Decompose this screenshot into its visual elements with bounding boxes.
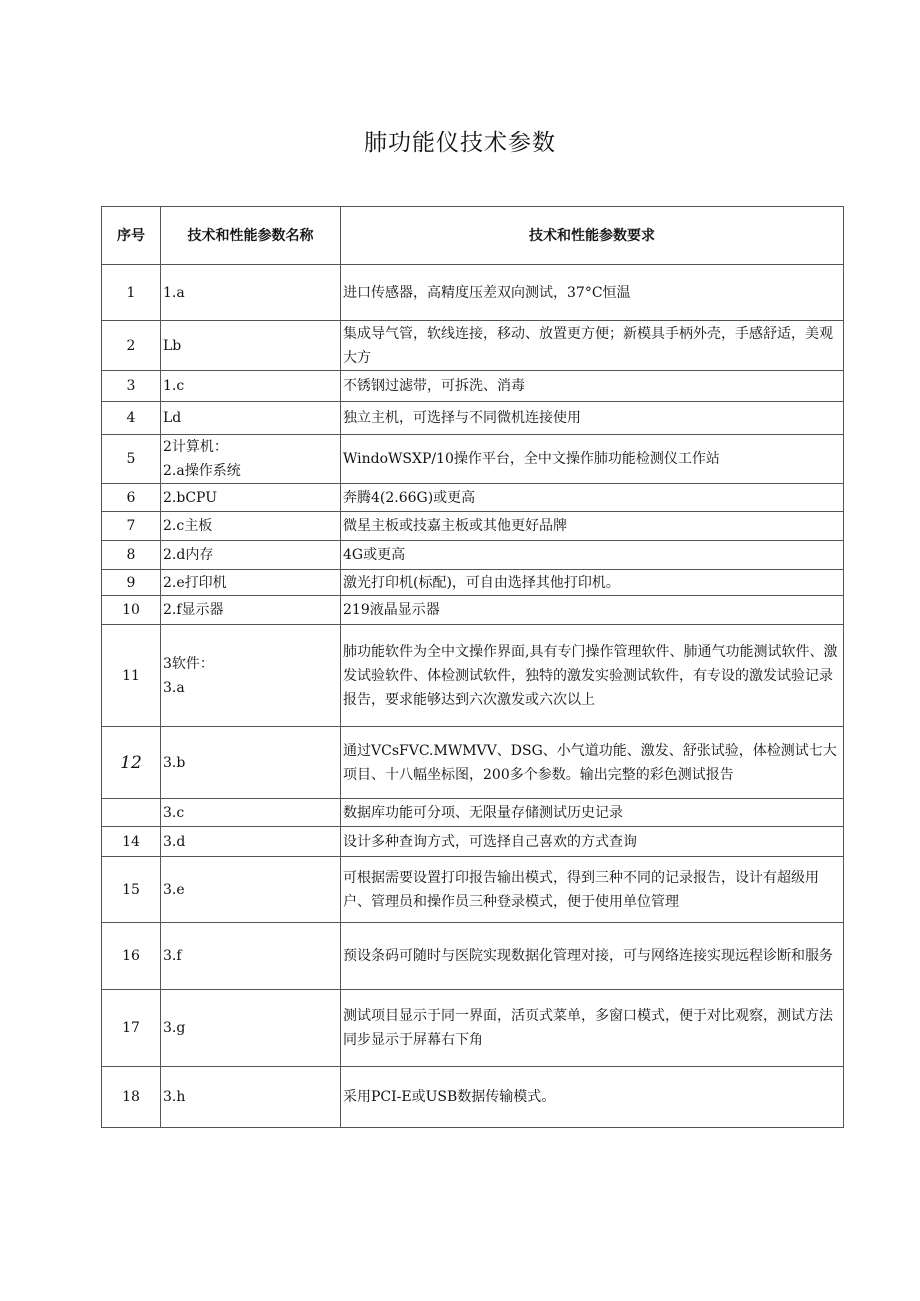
cell-param-name: [161, 799, 341, 827]
table-row: [102, 596, 844, 625]
cell-no: [102, 799, 161, 827]
table-row: [102, 570, 844, 596]
cell-no: 7: [102, 512, 161, 541]
cell-no: 6: [102, 484, 161, 512]
cell-param-name: [161, 827, 341, 857]
cell-param-requirement: 奔腾4(2.66G)或更高: [341, 484, 844, 512]
cell-no: 3: [102, 371, 161, 402]
cell-param-requirement: 可根据需要设置打印报告输出模式，得到三种不同的记录报告，设计有超级用户、管理员和操作员三种登录模式，便于使用单位管理: [341, 857, 844, 923]
table-row: [102, 857, 844, 923]
cell-param-requirement: 集成导气管，软线连接，移动、放置更方便；新模具手柄外壳，手感舒适，美观大方: [341, 321, 844, 371]
cell-param-requirement: WindoWSXP/10操作平台，全中文操作肺功能检测仪工作站: [341, 435, 844, 484]
cell-no: 9: [102, 570, 161, 596]
cell-param-name: [161, 990, 341, 1067]
param-name-line: 2.f显示器: [163, 602, 224, 618]
param-name-line: 1.c: [163, 378, 185, 394]
param-name-line: 2.d内存: [163, 547, 214, 563]
param-name-line: 3.b: [163, 754, 186, 771]
cell-param-name: [161, 321, 341, 371]
param-name-line: 2计算机：: [163, 439, 228, 455]
param-name-line: 1.a: [163, 284, 185, 301]
table-row: [102, 265, 844, 321]
cell-no: 12: [102, 727, 161, 799]
cell-no: 2: [102, 321, 161, 371]
cell-param-requirement: 通过VCsFVC.MWMVV、DSG、小气道功能、激发、舒张试验，体检测试七大项目、十八幅坐标图，200多个参数。输出完整的彩色测试报告: [341, 727, 844, 799]
table-header-row: [102, 207, 844, 265]
table-row: [102, 827, 844, 857]
table-row: [102, 321, 844, 371]
cell-no: 16: [102, 923, 161, 990]
cell-param-requirement: 设计多种查询方式，可选择自己喜欢的方式查询: [341, 827, 844, 857]
cell-no: 1: [102, 265, 161, 321]
cell-param-name: [161, 1067, 341, 1128]
cell-param-name: [161, 596, 341, 625]
cell-param-requirement: 4G或更高: [341, 541, 844, 570]
cell-param-requirement: 不锈钢过滤带，可拆洗、消毒: [341, 371, 844, 402]
param-name-line: Ld: [163, 410, 182, 426]
cell-param-name: [161, 512, 341, 541]
param-name-line: Lb: [163, 337, 182, 354]
cell-no: 8: [102, 541, 161, 570]
header-req: 技术和性能参数要求: [341, 207, 844, 265]
cell-no: 18: [102, 1067, 161, 1128]
cell-param-name: [161, 625, 341, 727]
param-name-line: 3.c: [163, 804, 185, 821]
table-row: [102, 484, 844, 512]
table-row: [102, 512, 844, 541]
cell-param-name: [161, 570, 341, 596]
cell-param-name: [161, 435, 341, 484]
param-name-line: 3.d: [163, 833, 186, 850]
table-row: [102, 371, 844, 402]
cell-no: 14: [102, 827, 161, 857]
cell-param-name: [161, 857, 341, 923]
cell-param-requirement: 独立主机，可选择与不同微机连接使用: [341, 402, 844, 435]
cell-no: 5: [102, 435, 161, 484]
cell-param-name: [161, 541, 341, 570]
param-name-line: 3.a: [163, 679, 185, 696]
table-row: [102, 435, 844, 484]
table-row: [102, 625, 844, 727]
table-row: [102, 727, 844, 799]
param-name-line: 3.e: [163, 881, 185, 898]
cell-param-requirement: 测试项目显示于同一界面，活页式菜单，多窗口模式，便于对比观察，测试方法同步显示于屏幕右下角: [341, 990, 844, 1067]
cell-param-requirement: 进口传感器，高精度压差双向测试，37°C恒温: [341, 265, 844, 321]
cell-param-requirement: 数据库功能可分项、无限量存储测试历史记录: [341, 799, 844, 827]
param-name-line: 2.e打印机: [163, 574, 227, 591]
cell-param-name: [161, 265, 341, 321]
cell-no: 10: [102, 596, 161, 625]
param-name-line: 2.a操作系统: [163, 463, 241, 479]
cell-param-requirement: 预设条码可随时与医院实现数据化管理对接，可与网络连接实现远程诊断和服务: [341, 923, 844, 990]
param-name-line: 3软件：: [163, 655, 214, 672]
param-name-line: 3.h: [163, 1089, 186, 1105]
table-row: [102, 990, 844, 1067]
cell-no: 11: [102, 625, 161, 727]
cell-no: 17: [102, 990, 161, 1067]
cell-param-name: [161, 484, 341, 512]
table-row: [102, 1067, 844, 1128]
param-name-line: 2.bCPU: [163, 489, 218, 506]
table-row: [102, 541, 844, 570]
table-row: [102, 799, 844, 827]
cell-no: 4: [102, 402, 161, 435]
cell-param-name: [161, 371, 341, 402]
table-row: [102, 402, 844, 435]
cell-param-name: [161, 402, 341, 435]
cell-param-requirement: 肺功能软件为全中文操作界面,具有专门操作管理软件、肺通气功能测试软件、激发试验软件、体检测试软件，独特的激发实验测试软件，有专设的激发试验记录报告，要求能够达到六次激发或六次以上: [341, 625, 844, 727]
param-name-line: 3.f: [163, 948, 182, 964]
cell-no: 15: [102, 857, 161, 923]
spec-table: [101, 206, 844, 1128]
cell-param-requirement: 219液晶显示器: [341, 596, 844, 625]
header-name: 技术和性能参数名称: [161, 207, 341, 265]
param-name-line: 3.g: [163, 1020, 186, 1036]
cell-param-name: [161, 727, 341, 799]
page-title: 肺功能仪技术参数: [364, 130, 556, 156]
cell-param-requirement: 微星主板或技嘉主板或其他更好品牌: [341, 512, 844, 541]
header-no: 序号: [102, 207, 161, 265]
table-row: [102, 923, 844, 990]
cell-param-requirement: 采用PCI-E或USB数据传输模式。: [341, 1067, 844, 1128]
cell-param-name: [161, 923, 341, 990]
param-name-line: 2.c主板: [163, 518, 213, 534]
cell-param-requirement: 激光打印机(标配)，可自由选择其他打印机。: [341, 570, 844, 596]
